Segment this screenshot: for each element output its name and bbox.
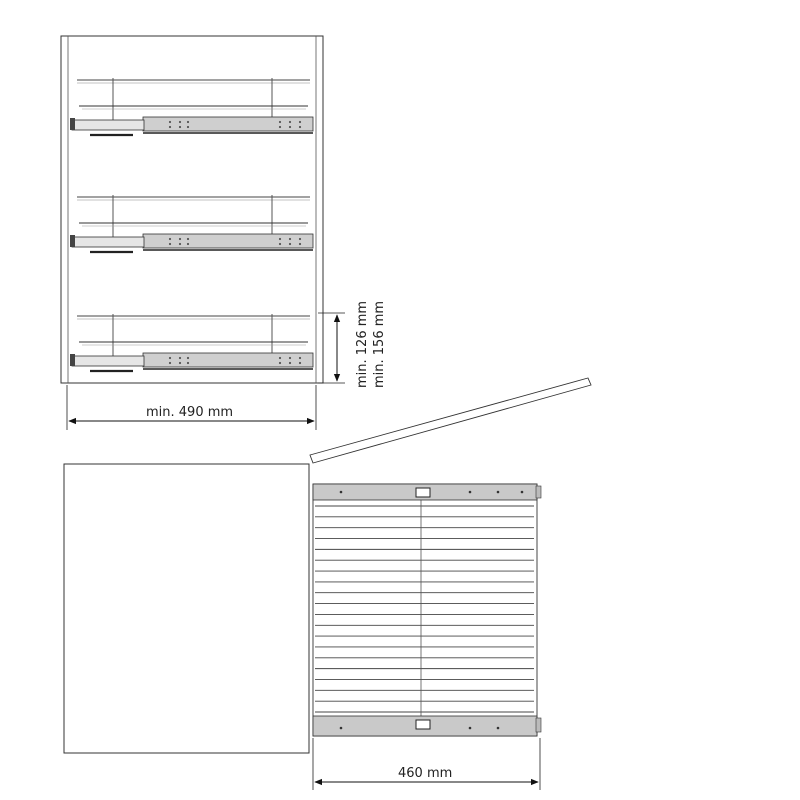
runner-hole	[179, 357, 181, 359]
open-door	[310, 378, 591, 463]
runner-hole	[179, 121, 181, 123]
height-label-156: min. 156 mm	[372, 300, 387, 388]
runner-hole	[187, 126, 189, 128]
bottom-runner-rail	[313, 716, 541, 736]
top-view	[64, 378, 591, 790]
runner-hole	[187, 238, 189, 240]
basket-frame	[313, 484, 537, 736]
runner-hole	[179, 126, 181, 128]
runner-hole	[289, 362, 291, 364]
runner-hole	[169, 238, 171, 240]
runner-hole	[289, 357, 291, 359]
runner-hole	[187, 362, 189, 364]
shelf-runner	[143, 234, 313, 248]
shelf-group	[70, 78, 313, 371]
runner-hole	[279, 238, 281, 240]
front-view	[61, 36, 387, 430]
cabinet-outline	[61, 36, 323, 383]
front-width-dimension	[67, 385, 316, 430]
cabinet-plan-outline	[64, 464, 309, 753]
runner-hole	[299, 357, 301, 359]
runner-hole	[279, 243, 281, 245]
runner-hole	[179, 362, 181, 364]
runner-hole	[289, 121, 291, 123]
shelf-runner-end-cap	[70, 118, 75, 130]
shelf-runner-slide	[72, 120, 144, 130]
runner-hole	[169, 121, 171, 123]
runner-hole	[179, 238, 181, 240]
runner-hole	[289, 243, 291, 245]
runner-hole	[279, 121, 281, 123]
shelf-runner-end-cap	[70, 354, 75, 366]
shelf-runner-slide	[72, 237, 144, 247]
height-label-126: min. 126 mm	[355, 300, 370, 388]
runner-hole	[169, 243, 171, 245]
runner-hole	[179, 243, 181, 245]
height-dimension	[318, 301, 387, 388]
runner-hole	[299, 238, 301, 240]
runner-hole	[279, 362, 281, 364]
shelf-runner	[143, 117, 313, 131]
top-width-label: 460 mm	[398, 766, 453, 781]
runner-hole	[289, 238, 291, 240]
runner-hole	[187, 121, 189, 123]
shelf-basket	[70, 195, 313, 252]
runner-hole	[169, 357, 171, 359]
shelf-runner	[143, 353, 313, 367]
runner-hole	[299, 121, 301, 123]
runner-hole	[299, 243, 301, 245]
shelf-runner-slide	[72, 356, 144, 366]
shelf-basket	[70, 314, 313, 371]
top-width-dimension	[313, 738, 540, 790]
runner-hole	[299, 362, 301, 364]
shelf-basket	[70, 78, 313, 135]
shelf-runner-end-cap	[70, 235, 75, 247]
runner-hole	[169, 126, 171, 128]
runner-hole	[187, 357, 189, 359]
runner-hole	[169, 362, 171, 364]
runner-hole	[289, 126, 291, 128]
runner-hole	[279, 126, 281, 128]
runner-hole	[187, 243, 189, 245]
runner-hole	[279, 357, 281, 359]
front-width-label: min. 490 mm	[146, 405, 234, 420]
top-runner-rail	[313, 484, 541, 500]
runner-hole	[299, 126, 301, 128]
